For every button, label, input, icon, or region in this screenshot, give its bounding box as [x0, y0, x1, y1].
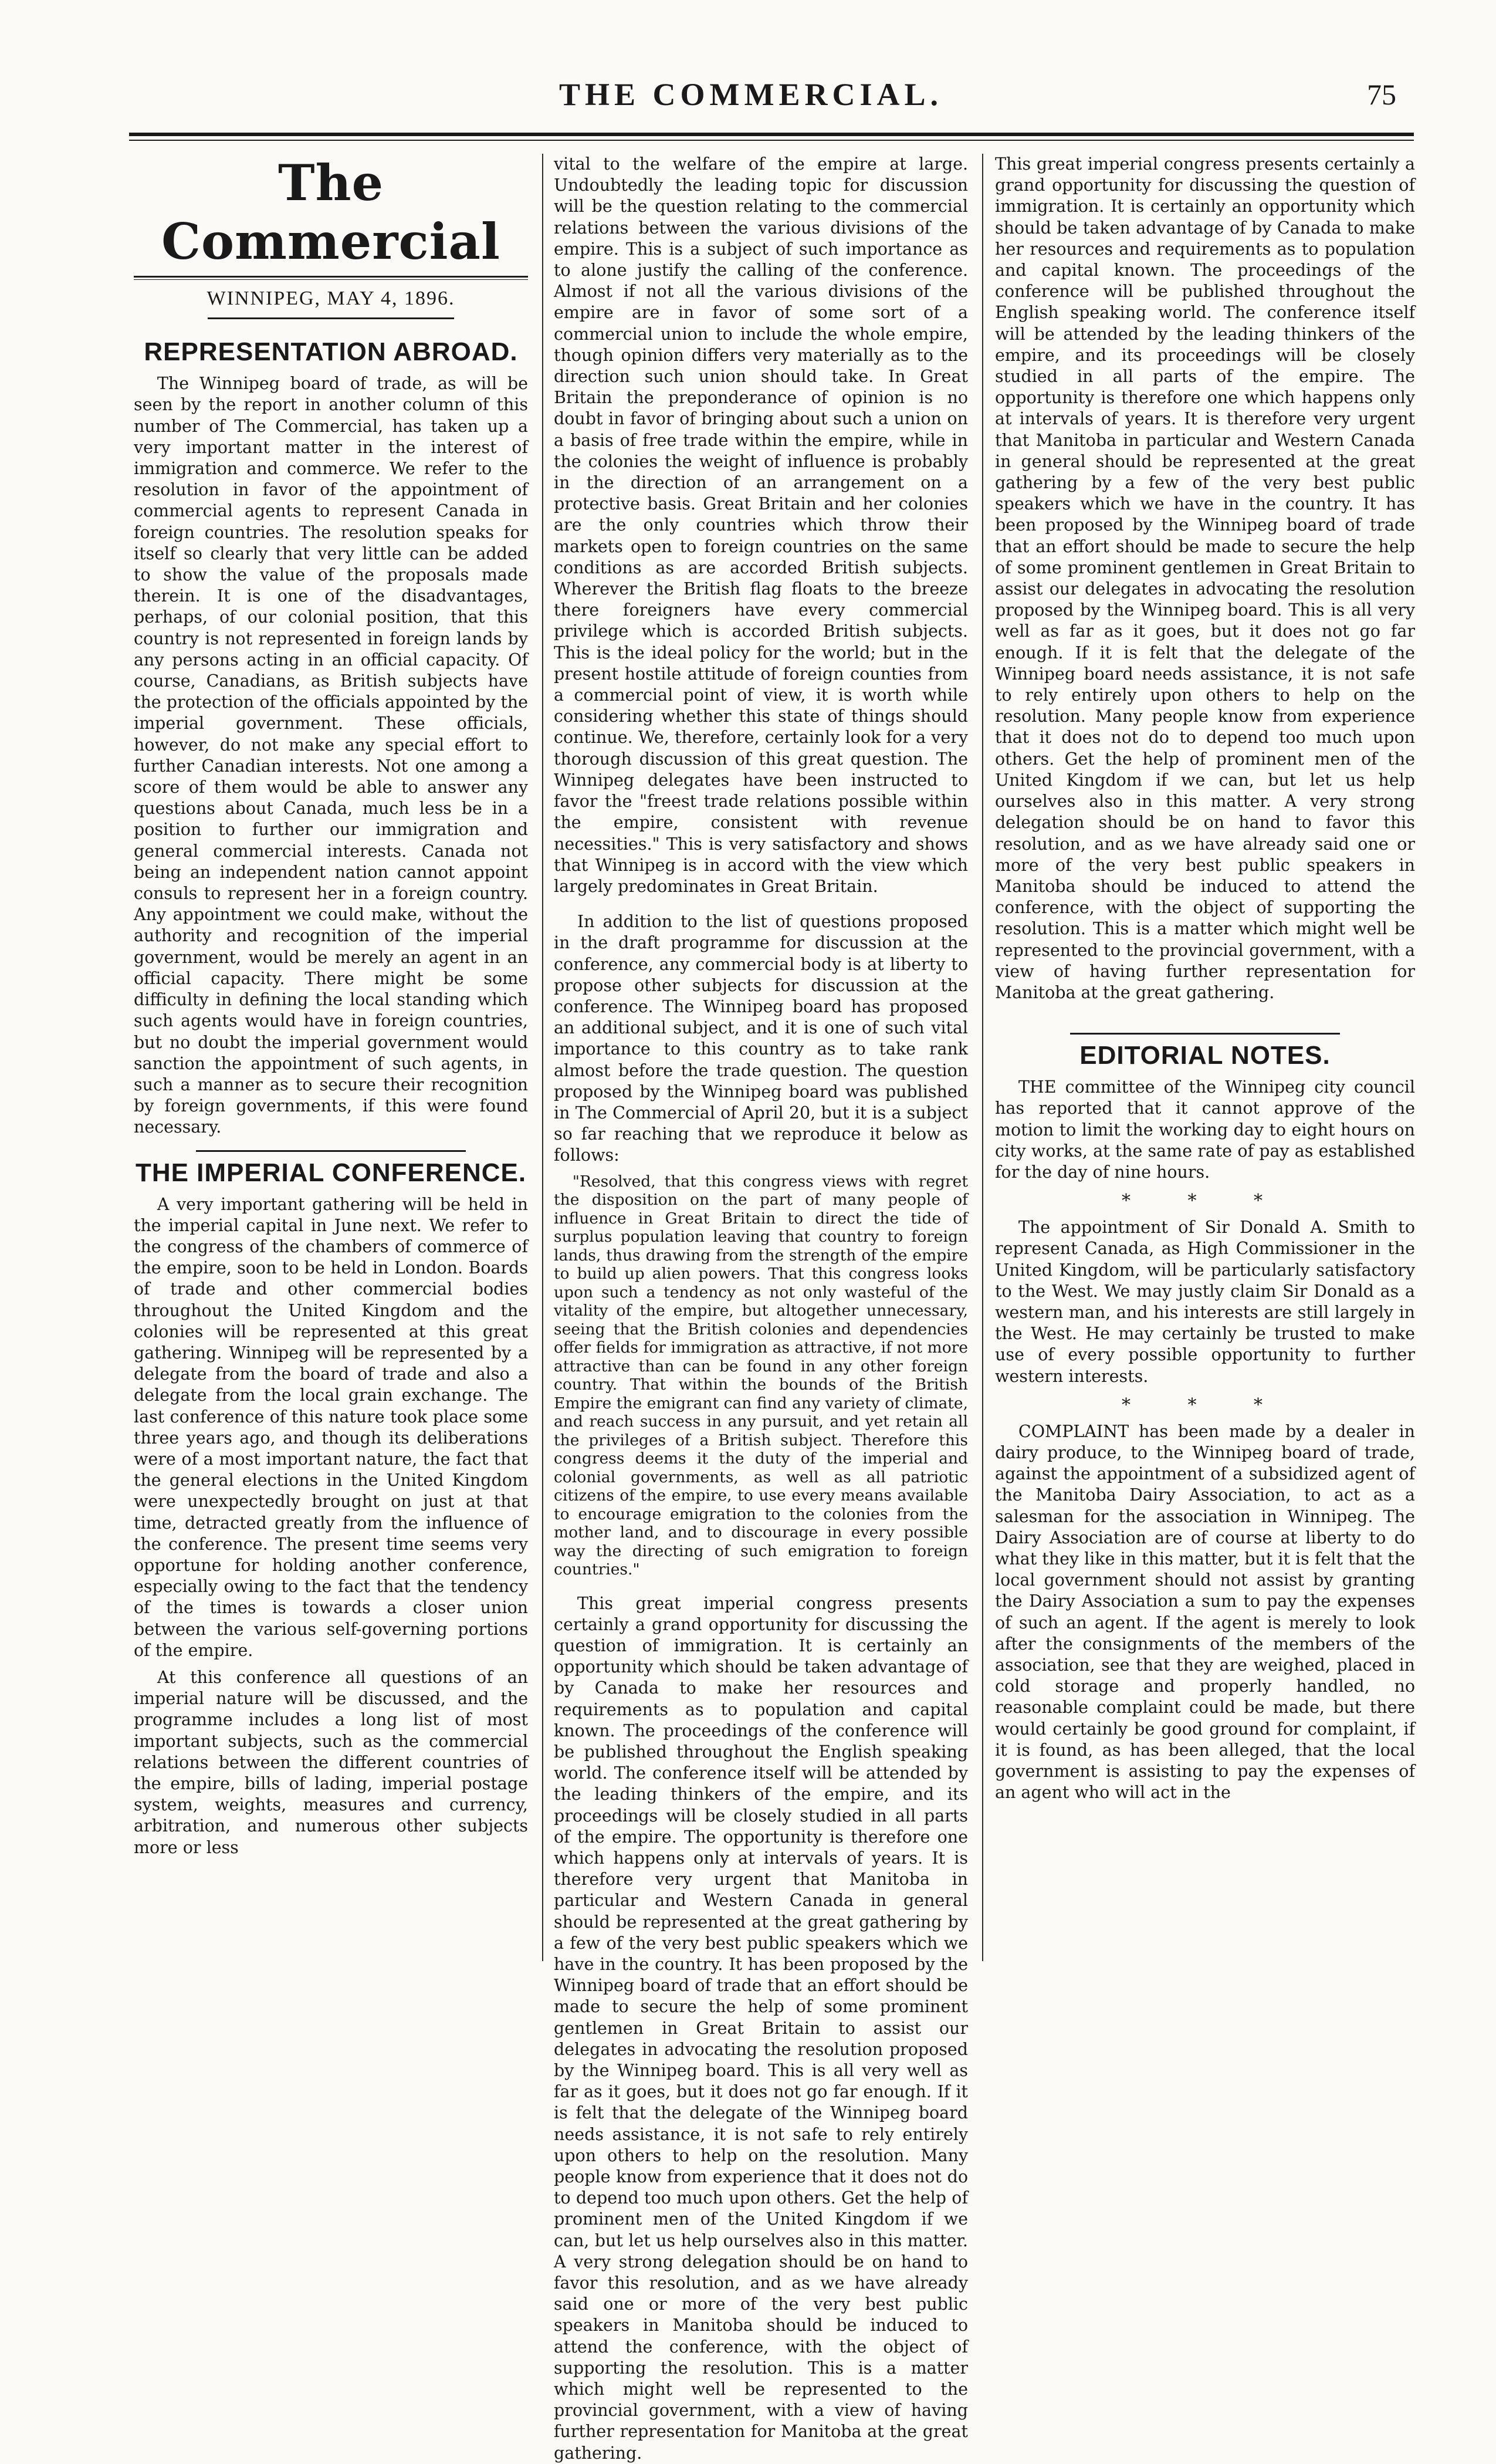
column-divider [982, 154, 983, 1961]
article-paragraph: At this conference all questions of an imperial nature will be discussed, and the programme includes a long list of most important subjects, such as the commercial relations between the different countries of the empire, bills of lading, imperial postage system, weights, measures and currency, arbitration, and numerous other subjects more or less [134, 1667, 528, 1857]
resolution-text: "Resolved, that this congress views with regret the disposition on the part of many people of influence in Great Britain to direct the tide of surplus population leaving that country to foreign lands, thus drawing from the strength of the empire to build up alien powers. That this congress looks upon such a tendency as not only wasteful of the vitality of the empire, but altogether unnecessary, seeing that the British colonies and dependencies offer fields for immigration as attractive, if not more attractive than can be found in any other foreign country. That within the bounds of the British Empire the emigrant can find any variety of climate, and reach success in any pursuit, and yet retain all the privileges of a British subject. Therefore this congress deems it the duty of the imperial and colonial governments, as well as all patriotic citizens of the empire, to use every means available to encourage emigration to the colonies from the mother land, and to discourage in every possible way the directing of such emigration to foreign countries." [554, 1172, 968, 1579]
dateline-rule [208, 317, 454, 319]
column-divider [542, 154, 543, 1961]
article-heading: EDITORIAL NOTES. [1079, 1041, 1331, 1070]
article-heading: THE IMPERIAL CONFERENCE. [135, 1158, 527, 1187]
section-rule [196, 1150, 466, 1152]
resolution-quote [554, 1172, 968, 1579]
article-paragraph: The Winnipeg board of trade, as will be seen by the report in another column of this number of The Commercial, has taken up a very important matter in the interest of immigration and commerce. We refer to the resolution in favor of the appointment of commercial agents to represent Canada in foreign countries. The resolution speaks for itself so clearly that very little can be added to show the value of the proposals made therein. It is one of the disadvantages, perhaps, of our colonial position, that this country is not represented in foreign lands by any persons acting in an official capacity. Of course, Canadians, as British subjects have the protection of the officials appointed by the imperial government. These officials, however, do not make any special effort to further Canadian interests. Not one among a score of them would be able to answer any questions about Canada, much less be in a position to further our immigration and general commercial interests. Canada not being an independent nation cannot appoint consuls to represent her in a foreign country. Any appointment we could make, without the authority and recognition of the imperial government, would be merely an agent in an official capacity. There might be some difficulty in defining the local standing which such agents would have in foreign countries, but no doubt the imperial government would sanction the appointment of such agents, in such a manner as to secure their recognition by foreign governments, if this were found necessary. [134, 374, 528, 1137]
column-2 [554, 154, 968, 2463]
masthead-rule-thin [134, 279, 528, 280]
section-rule [1070, 1033, 1340, 1035]
dateline: WINNIPEG, MAY 4, 1896. [207, 288, 455, 309]
editorial-note: COMPLAINT has been made by a dealer in dairy produce, to the Winnipeg board of trade, against the appointment of a subsidized agent of the Manitoba Dairy Association, to act as a salesman for the association in Winnipeg. The Dairy Association are of course at liberty to do what they like in this matter, but it is felt that the local government should not assist by granting the Dairy Association a sum to pay the expenses of such an agent. If the agent is merely to look after the consignments of the members of the association, see that they are weighed, placed in cold storage and properly handled, no reasonable complaint could be made, but there would certainly be good ground for complaint, if it is found, as has been alleged, that the local government is assisting to pay the expenses of an agent who will act in the [995, 1421, 1415, 1803]
article-paragraph: vital to the welfare of the empire at large. Undoubtedly the leading topic for discussion will be the question relating to the commercial relations between the various divisions of the empire. This is a subject of such importance as to alone justify the calling of the conference. Almost if not all the various divisions of the empire are in favor of some sort of a commercial union to include the whole empire, though opinion differs very materially as to the direction such union should take. In Great Britain the preponderance of opinion is no doubt in favor of bringing about such a union on a basis of free trade within the empire, while in the colonies the weight of influence is probably in the direction of an arrangement on a protective basis. Great Britain and her colonies are the only countries which throw their markets open to foreign countries on the same conditions as are accorded British subjects. Wherever the British flag floats to the breeze there foreigners have every commercial privilege which is accorded British subjects. This is the ideal policy for the world; but in the present hostile attitude of foreign counties from a commercial point of view, it is worth while considering whether this state of things should continue. We, therefore, certainly look for a very thorough discussion of this great question. The Winnipeg delegates have been instructed to favor the "freest trade relations possible within the empire, consistent with revenue necessities." This is very satisfactory and shows that Winnipeg is in accord with the view which largely predominates in Great Britain. [554, 154, 968, 896]
column-1 [134, 154, 528, 1961]
editorial-note: THE committee of the Winnipeg city council has reported that it cannot approve of the motion to limit the working day to eight hours on city works, at the same rate of pay as established for the day of nine hours. [995, 1077, 1415, 1182]
editorial-note: The appointment of Sir Donald A. Smith to represent Canada, as High Commissioner in the United Kingdom, will be particularly satisfactory to the West. We may justly claim Sir Donald as a western man, and his interests are still largely in the West. He may certainly be trusted to make use of every possible opportunity to further western interests. [995, 1218, 1415, 1386]
note-separator: * * * [1121, 1394, 1289, 1415]
article-paragraph: A very important gathering will be held in the imperial capital in June next. We refer to the congress of the chambers of commerce of the empire, soon to be held in London. Boards of trade and other commercial bodies throughout the United Kingdom and the colonies will be represented at this great gathering. Winnipeg will be represented by a delegate from the board of trade and also a delegate from the local grain exchange. The last conference of this nature took place some three years ago, and though its deliberations were of a most important nature, the fact that the general elections in the United Kingdom were unexpectedly brought on just at that time, detracted greatly from the influence of the conference. The present time seems very opportune for holding another conference, especially owing to the fact that the tendency of the times is towards a closer union between the various self-governing portions of the empire. [134, 1194, 528, 1660]
running-title: THE COMMERCIAL. [559, 77, 943, 112]
article-paragraph: In addition to the list of questions proposed in the draft programme for discussion at the conference, any commercial body is at liberty to propose other subjects for discussion at the conference. The Winnipeg board has proposed an additional subject, and it is one of such vital importance to this country as to take rank almost before the trade question. The question proposed by the Winnipeg board was published in The Commercial of April 20, but it is a subject so far reaching that we reproduce it below as follows: [554, 912, 968, 1165]
masthead-title: The Commercial [161, 154, 500, 271]
page-number: 75 [1367, 78, 1396, 111]
top-rule-thin [129, 140, 1414, 141]
running-head [0, 69, 1496, 134]
top-rule [129, 133, 1414, 136]
article-paragraph: This great imperial congress presents certainly a grand opportunity for discussing the question of immigration. It is certainly an opportunity which should be taken advantage of by Canada to make her resources and requirements as to population and capital known. The proceedings of the conference will be published throughout the English speaking world. The conference itself will be attended by the leading thinkers of the empire, and its proceedings will be closely studied in all parts of the empire. The opportunity is therefore one which happens only at intervals of years. It is therefore very urgent that Manitoba in particular and Western Canada in general should be represented at the great gathering by a few of the very best public speakers which we have in the country. It has been proposed by the Winnipeg board of trade that an effort should be made to secure the help of some prominent gentlemen in Great Britain to assist our delegates in advocating the resolution proposed by the Winnipeg board. This is all very well as far as it goes, but it does not go far enough. If it is felt that the delegate of the Winnipeg board needs assistance, it is not safe to rely entirely upon others to help on the resolution. Many people know from experience that it does not do to depend too much upon others. Get the help of prominent men of the United Kingdom if we can, but let us help ourselves also in this matter. A very strong delegation should be on hand to favor this resolution, and as we have already said one or more of the very best public speakers in Manitoba should be induced to attend the conference, with the object of supporting the resolution. This is a matter which might well be represented to the provincial government, with a view of having further representation for Manitoba at the great gathering. [995, 154, 1415, 1002]
column-3 [995, 154, 1415, 1961]
article-heading: REPRESENTATION ABROAD. [144, 337, 518, 367]
masthead-rule [134, 276, 528, 278]
note-separator: * * * [1121, 1191, 1289, 1212]
article-paragraph: This great imperial congress presents certainly a grand opportunity for discussing the question of immigration. It is certainly an opportunity which should be taken advantage of by Canada to make her resources and requirements as to population and capital known. The proceedings of the conference will be published throughout the English speaking world. The conference itself will be attended by the leading thinkers of the empire, and its proceedings will be closely studied in all parts of the empire. The opportunity is therefore one which happens only at intervals of years. It is therefore very urgent that Manitoba in particular and Western Canada in general should be represented at the great gathering by a few of the very best public speakers which we have in the country. It has been proposed by the Winnipeg board of trade that an effort should be made to secure the help of some prominent gentlemen in Great Britain to assist our delegates in advocating the resolution proposed by the Winnipeg board. This is all very well as far as it goes, but it does not go far enough. If it is felt that the delegate of the Winnipeg board needs assistance, it is not safe to rely entirely upon others to help on the resolution. Many people know from experience that it does not do to depend too much upon others. Get the help of prominent men of the United Kingdom if we can, but let us help ourselves also in this matter. A very strong delegation should be on hand to favor this resolution, and as we have already said one or more of the very best public speakers in Manitoba should be induced to attend the conference, with the object of supporting the resolution. This is a matter which might well be represented to the provincial government, with a view of having further representation for Manitoba at the great gathering. [554, 1593, 968, 2463]
